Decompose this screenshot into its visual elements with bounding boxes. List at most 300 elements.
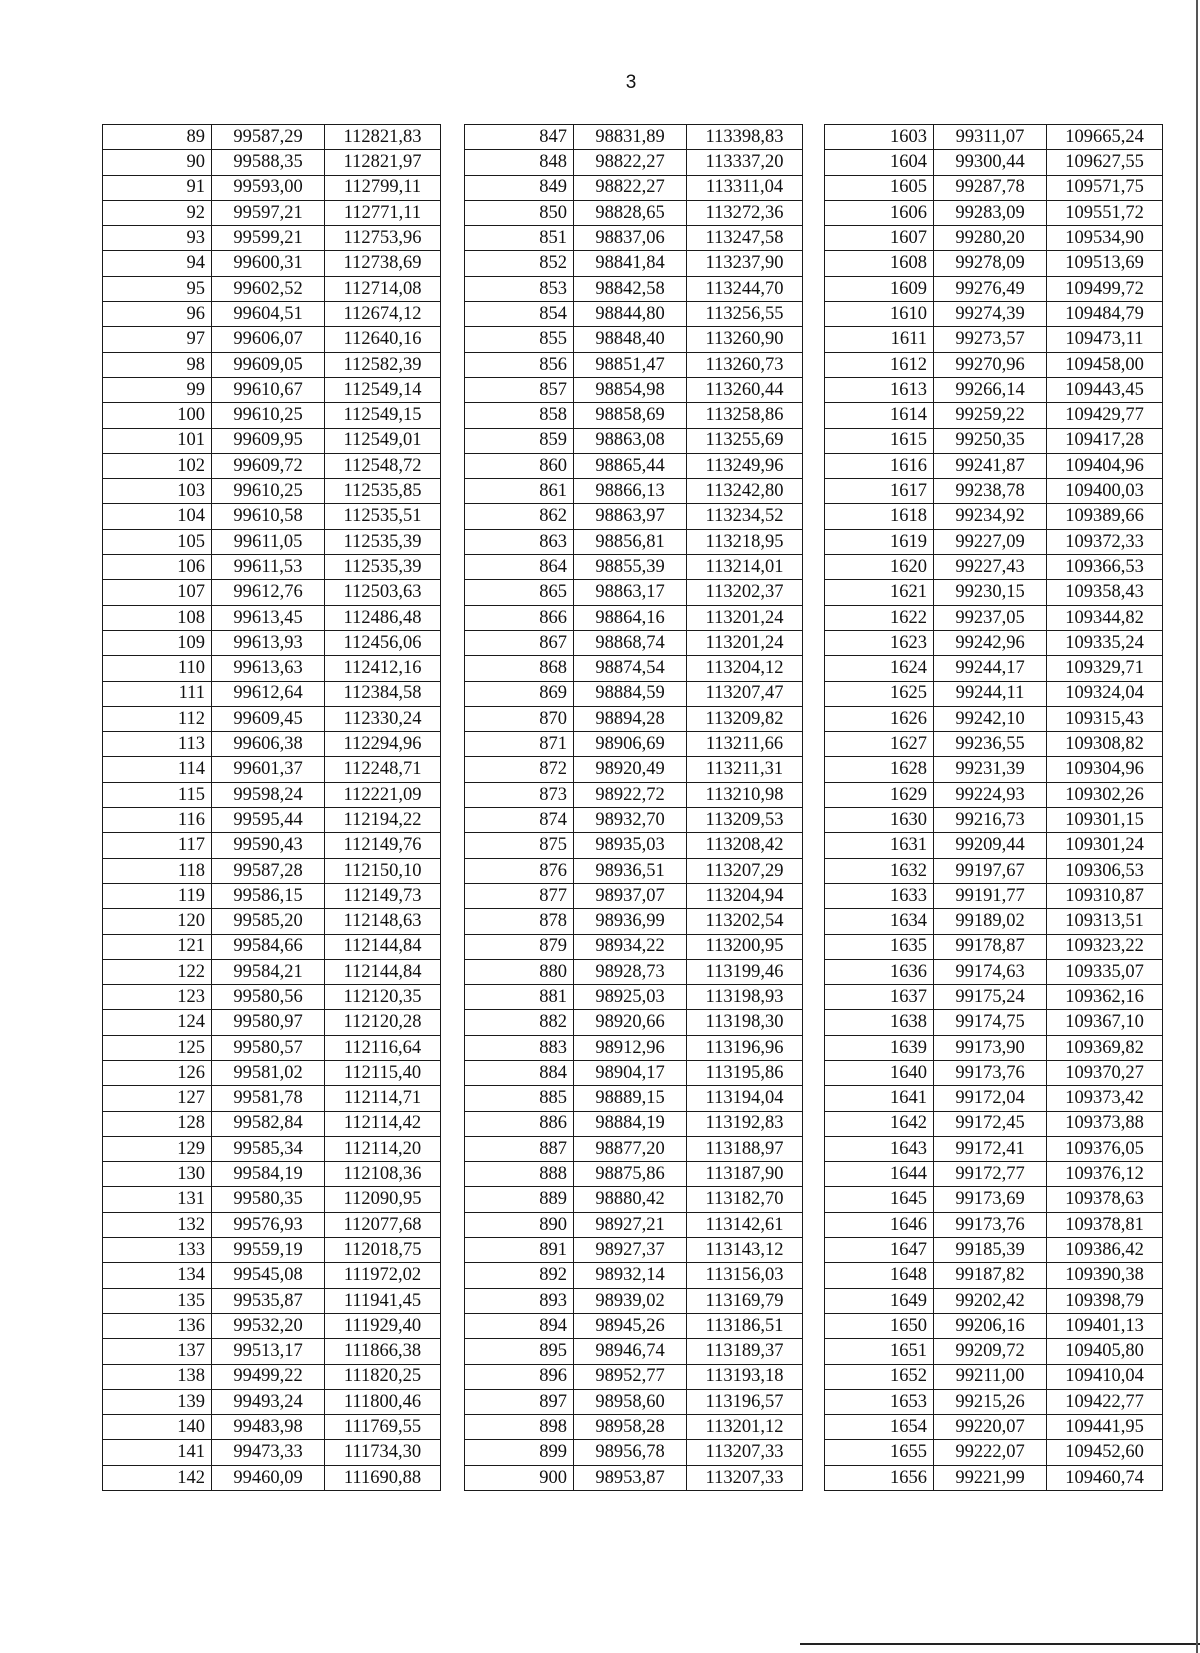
- y-coordinate-cell: 113211,66: [687, 732, 803, 757]
- point-number-cell: 97: [103, 327, 212, 352]
- y-coordinate-cell: 109366,53: [1047, 555, 1163, 580]
- table-row: [825, 1364, 1163, 1389]
- point-number-cell: 107: [103, 580, 212, 605]
- x-coordinate-cell: 99280,20: [934, 226, 1047, 251]
- y-coordinate-cell: 109429,77: [1047, 403, 1163, 428]
- table-row: [825, 630, 1163, 655]
- table-row: [103, 1465, 441, 1490]
- point-number-cell: 871: [465, 732, 574, 757]
- table-row: [103, 403, 441, 428]
- table-row: [825, 150, 1163, 175]
- y-coordinate-cell: 112108,36: [325, 1162, 441, 1187]
- table-row: [465, 1263, 803, 1288]
- x-coordinate-cell: 99202,42: [934, 1288, 1047, 1313]
- point-number-cell: 1606: [825, 200, 934, 225]
- table-row: [103, 959, 441, 984]
- table-row: [825, 706, 1163, 731]
- table-row: [825, 1238, 1163, 1263]
- x-coordinate-cell: 99610,25: [212, 479, 325, 504]
- y-coordinate-cell: 113196,96: [687, 1035, 803, 1060]
- x-coordinate-cell: 99600,31: [212, 251, 325, 276]
- x-coordinate-cell: 99191,77: [934, 883, 1047, 908]
- table-row: [825, 757, 1163, 782]
- x-coordinate-cell: 99586,15: [212, 883, 325, 908]
- y-coordinate-cell: 113260,90: [687, 327, 803, 352]
- y-coordinate-cell: 112582,39: [325, 352, 441, 377]
- table-row: [465, 1187, 803, 1212]
- y-coordinate-cell: 113398,83: [687, 125, 803, 150]
- table-row: [465, 125, 803, 150]
- table-row: [465, 909, 803, 934]
- y-coordinate-cell: 113196,57: [687, 1389, 803, 1414]
- table-row: [825, 833, 1163, 858]
- y-coordinate-cell: 112456,06: [325, 630, 441, 655]
- x-coordinate-cell: 99610,58: [212, 504, 325, 529]
- y-coordinate-cell: 112248,71: [325, 757, 441, 782]
- point-number-cell: 109: [103, 630, 212, 655]
- y-coordinate-cell: 112548,72: [325, 453, 441, 478]
- point-number-cell: 123: [103, 985, 212, 1010]
- y-coordinate-cell: 111929,40: [325, 1313, 441, 1338]
- y-coordinate-cell: 109301,24: [1047, 833, 1163, 858]
- x-coordinate-cell: 99513,17: [212, 1339, 325, 1364]
- table-row: [825, 125, 1163, 150]
- point-number-cell: 878: [465, 909, 574, 934]
- table-row: [103, 1212, 441, 1237]
- y-coordinate-cell: 112114,71: [325, 1086, 441, 1111]
- point-number-cell: 865: [465, 580, 574, 605]
- table-row: [465, 985, 803, 1010]
- x-coordinate-cell: 99300,44: [934, 150, 1047, 175]
- point-number-cell: 858: [465, 403, 574, 428]
- table-row: [465, 150, 803, 175]
- y-coordinate-cell: 109386,42: [1047, 1238, 1163, 1263]
- y-coordinate-cell: 109373,88: [1047, 1111, 1163, 1136]
- point-number-cell: 848: [465, 150, 574, 175]
- x-coordinate-cell: 99532,20: [212, 1313, 325, 1338]
- table-row: [825, 1313, 1163, 1338]
- table-row: [825, 656, 1163, 681]
- point-number-cell: 1622: [825, 605, 934, 630]
- point-number-cell: 1608: [825, 251, 934, 276]
- x-coordinate-cell: 98932,14: [574, 1263, 687, 1288]
- table-row: [103, 1415, 441, 1440]
- point-number-cell: 128: [103, 1111, 212, 1136]
- table-row: [465, 1060, 803, 1085]
- y-coordinate-cell: 112549,14: [325, 377, 441, 402]
- table-row: [465, 1035, 803, 1060]
- x-coordinate-cell: 98842,58: [574, 276, 687, 301]
- point-number-cell: 1618: [825, 504, 934, 529]
- x-coordinate-cell: 98884,59: [574, 681, 687, 706]
- table-row: [103, 605, 441, 630]
- table-row: [825, 1187, 1163, 1212]
- x-coordinate-cell: 98958,60: [574, 1389, 687, 1414]
- point-number-cell: 1624: [825, 656, 934, 681]
- y-coordinate-cell: 109534,90: [1047, 226, 1163, 251]
- point-number-cell: 863: [465, 529, 574, 554]
- table-row: [465, 352, 803, 377]
- point-number-cell: 1640: [825, 1060, 934, 1085]
- y-coordinate-cell: 113199,46: [687, 959, 803, 984]
- x-coordinate-cell: 98927,21: [574, 1212, 687, 1237]
- x-coordinate-cell: 98822,27: [574, 150, 687, 175]
- point-number-cell: 1639: [825, 1035, 934, 1060]
- y-coordinate-cell: 112115,40: [325, 1060, 441, 1085]
- point-number-cell: 1644: [825, 1162, 934, 1187]
- x-coordinate-cell: 98946,74: [574, 1339, 687, 1364]
- y-coordinate-cell: 113210,98: [687, 782, 803, 807]
- x-coordinate-cell: 99175,24: [934, 985, 1047, 1010]
- y-coordinate-cell: 112821,83: [325, 125, 441, 150]
- table-row: [103, 1136, 441, 1161]
- table-row: [465, 1238, 803, 1263]
- point-number-cell: 874: [465, 808, 574, 833]
- y-coordinate-cell: 113237,90: [687, 251, 803, 276]
- x-coordinate-cell: 99236,55: [934, 732, 1047, 757]
- table-row: [103, 1086, 441, 1111]
- table-row: [465, 302, 803, 327]
- y-coordinate-cell: 111941,45: [325, 1288, 441, 1313]
- x-coordinate-cell: 99187,82: [934, 1263, 1047, 1288]
- point-number-cell: 1642: [825, 1111, 934, 1136]
- x-coordinate-cell: 99598,24: [212, 782, 325, 807]
- y-coordinate-cell: 113247,58: [687, 226, 803, 251]
- table-row: [103, 1187, 441, 1212]
- point-number-cell: 126: [103, 1060, 212, 1085]
- point-number-cell: 138: [103, 1364, 212, 1389]
- table-row: [103, 1313, 441, 1338]
- table-row: [103, 175, 441, 200]
- y-coordinate-cell: 112738,69: [325, 251, 441, 276]
- point-number-cell: 124: [103, 1010, 212, 1035]
- x-coordinate-cell: 99585,20: [212, 909, 325, 934]
- point-number-cell: 857: [465, 377, 574, 402]
- table-row: [465, 175, 803, 200]
- table-row: [825, 808, 1163, 833]
- y-coordinate-cell: 109400,03: [1047, 479, 1163, 504]
- table-row: [825, 605, 1163, 630]
- table-row: [103, 1364, 441, 1389]
- table-row: [465, 630, 803, 655]
- table-row: [103, 529, 441, 554]
- table-row: [465, 251, 803, 276]
- x-coordinate-cell: 99173,90: [934, 1035, 1047, 1060]
- y-coordinate-cell: 112116,64: [325, 1035, 441, 1060]
- table-row: [825, 226, 1163, 251]
- x-coordinate-cell: 98937,07: [574, 883, 687, 908]
- x-coordinate-cell: 98894,28: [574, 706, 687, 731]
- x-coordinate-cell: 99602,52: [212, 276, 325, 301]
- point-number-cell: 1632: [825, 858, 934, 883]
- y-coordinate-cell: 112535,39: [325, 529, 441, 554]
- table-row: [465, 1465, 803, 1490]
- point-number-cell: 1609: [825, 276, 934, 301]
- point-number-cell: 850: [465, 200, 574, 225]
- point-number-cell: 90: [103, 150, 212, 175]
- point-number-cell: 93: [103, 226, 212, 251]
- table-row: [465, 1086, 803, 1111]
- y-coordinate-cell: 112330,24: [325, 706, 441, 731]
- y-coordinate-cell: 112148,63: [325, 909, 441, 934]
- x-coordinate-cell: 98904,17: [574, 1060, 687, 1085]
- point-number-cell: 880: [465, 959, 574, 984]
- y-coordinate-cell: 111972,02: [325, 1263, 441, 1288]
- y-coordinate-cell: 109398,79: [1047, 1288, 1163, 1313]
- table-row: [465, 1212, 803, 1237]
- y-coordinate-cell: 113198,30: [687, 1010, 803, 1035]
- x-coordinate-cell: 99174,63: [934, 959, 1047, 984]
- point-number-cell: 115: [103, 782, 212, 807]
- point-number-cell: 1619: [825, 529, 934, 554]
- x-coordinate-cell: 98934,22: [574, 934, 687, 959]
- x-coordinate-cell: 98920,66: [574, 1010, 687, 1035]
- table-row: [825, 1060, 1163, 1085]
- x-coordinate-cell: 99606,38: [212, 732, 325, 757]
- point-number-cell: 1629: [825, 782, 934, 807]
- x-coordinate-cell: 98912,96: [574, 1035, 687, 1060]
- x-coordinate-cell: 99580,35: [212, 1187, 325, 1212]
- table-row: [465, 403, 803, 428]
- x-coordinate-cell: 98920,49: [574, 757, 687, 782]
- y-coordinate-cell: 112821,97: [325, 150, 441, 175]
- point-number-cell: 867: [465, 630, 574, 655]
- coordinate-table-1: [102, 124, 441, 1491]
- point-number-cell: 897: [465, 1389, 574, 1414]
- x-coordinate-cell: 99227,09: [934, 529, 1047, 554]
- point-number-cell: 886: [465, 1111, 574, 1136]
- table-row: [825, 175, 1163, 200]
- table-row: [825, 555, 1163, 580]
- x-coordinate-cell: 99174,75: [934, 1010, 1047, 1035]
- x-coordinate-cell: 98828,65: [574, 200, 687, 225]
- x-coordinate-cell: 98875,86: [574, 1162, 687, 1187]
- x-coordinate-cell: 99230,15: [934, 580, 1047, 605]
- table-row: [103, 1238, 441, 1263]
- x-coordinate-cell: 99587,29: [212, 125, 325, 150]
- point-number-cell: 1653: [825, 1389, 934, 1414]
- point-number-cell: 1648: [825, 1263, 934, 1288]
- table-row: [465, 504, 803, 529]
- x-coordinate-cell: 99173,76: [934, 1212, 1047, 1237]
- x-coordinate-cell: 99609,45: [212, 706, 325, 731]
- point-number-cell: 868: [465, 656, 574, 681]
- y-coordinate-cell: 112194,22: [325, 808, 441, 833]
- y-coordinate-cell: 109362,16: [1047, 985, 1163, 1010]
- table-row: [825, 403, 1163, 428]
- y-coordinate-cell: 113204,12: [687, 656, 803, 681]
- y-coordinate-cell: 109344,82: [1047, 605, 1163, 630]
- point-number-cell: 140: [103, 1415, 212, 1440]
- point-number-cell: 111: [103, 681, 212, 706]
- point-number-cell: 98: [103, 352, 212, 377]
- x-coordinate-cell: 99599,21: [212, 226, 325, 251]
- y-coordinate-cell: 112120,28: [325, 1010, 441, 1035]
- x-coordinate-cell: 99311,07: [934, 125, 1047, 150]
- table-row: [103, 302, 441, 327]
- table-row: [825, 681, 1163, 706]
- point-number-cell: 112: [103, 706, 212, 731]
- table-row: [465, 808, 803, 833]
- x-coordinate-cell: 99172,41: [934, 1136, 1047, 1161]
- y-coordinate-cell: 113209,53: [687, 808, 803, 833]
- point-number-cell: 130: [103, 1162, 212, 1187]
- table-row: [103, 1060, 441, 1085]
- y-coordinate-cell: 113272,36: [687, 200, 803, 225]
- point-number-cell: 900: [465, 1465, 574, 1490]
- point-number-cell: 1655: [825, 1440, 934, 1465]
- y-coordinate-cell: 109329,71: [1047, 656, 1163, 681]
- table-row: [825, 1440, 1163, 1465]
- point-number-cell: 1613: [825, 377, 934, 402]
- point-number-cell: 1605: [825, 175, 934, 200]
- y-coordinate-cell: 113200,95: [687, 934, 803, 959]
- point-number-cell: 1641: [825, 1086, 934, 1111]
- table-row: [103, 934, 441, 959]
- y-coordinate-cell: 113337,20: [687, 150, 803, 175]
- x-coordinate-cell: 98945,26: [574, 1313, 687, 1338]
- y-coordinate-cell: 109313,51: [1047, 909, 1163, 934]
- point-number-cell: 132: [103, 1212, 212, 1237]
- x-coordinate-cell: 99266,14: [934, 377, 1047, 402]
- x-coordinate-cell: 98877,20: [574, 1136, 687, 1161]
- point-number-cell: 887: [465, 1136, 574, 1161]
- x-coordinate-cell: 99584,19: [212, 1162, 325, 1187]
- x-coordinate-cell: 99606,07: [212, 327, 325, 352]
- table-row: [103, 858, 441, 883]
- x-coordinate-cell: 99172,04: [934, 1086, 1047, 1111]
- x-coordinate-cell: 99483,98: [212, 1415, 325, 1440]
- point-number-cell: 1626: [825, 706, 934, 731]
- y-coordinate-cell: 113209,82: [687, 706, 803, 731]
- point-number-cell: 134: [103, 1263, 212, 1288]
- table-row: [825, 352, 1163, 377]
- x-coordinate-cell: 99595,44: [212, 808, 325, 833]
- point-number-cell: 106: [103, 555, 212, 580]
- x-coordinate-cell: 98958,28: [574, 1415, 687, 1440]
- x-coordinate-cell: 98841,84: [574, 251, 687, 276]
- y-coordinate-cell: 113198,93: [687, 985, 803, 1010]
- table-row: [103, 1035, 441, 1060]
- y-coordinate-cell: 112799,11: [325, 175, 441, 200]
- table-row: [103, 1389, 441, 1414]
- table-row: [103, 352, 441, 377]
- point-number-cell: 100: [103, 403, 212, 428]
- table-row: [103, 150, 441, 175]
- y-coordinate-cell: 112714,08: [325, 276, 441, 301]
- point-number-cell: 853: [465, 276, 574, 301]
- x-coordinate-cell: 99545,08: [212, 1263, 325, 1288]
- y-coordinate-cell: 113143,12: [687, 1238, 803, 1263]
- y-coordinate-cell: 109358,43: [1047, 580, 1163, 605]
- x-coordinate-cell: 99242,96: [934, 630, 1047, 655]
- point-number-cell: 133: [103, 1238, 212, 1263]
- y-coordinate-cell: 113311,04: [687, 175, 803, 200]
- table-row: [103, 1162, 441, 1187]
- x-coordinate-cell: 99610,25: [212, 403, 325, 428]
- x-coordinate-cell: 98855,39: [574, 555, 687, 580]
- x-coordinate-cell: 98936,51: [574, 858, 687, 883]
- point-number-cell: 1631: [825, 833, 934, 858]
- page-number: 3: [625, 72, 637, 93]
- table-row: [103, 883, 441, 908]
- y-coordinate-cell: 111820,25: [325, 1364, 441, 1389]
- point-number-cell: 1616: [825, 453, 934, 478]
- point-number-cell: 1617: [825, 479, 934, 504]
- point-number-cell: 116: [103, 808, 212, 833]
- coordinate-table-2: [464, 124, 803, 1491]
- point-number-cell: 110: [103, 656, 212, 681]
- x-coordinate-cell: 98856,81: [574, 529, 687, 554]
- point-number-cell: 1621: [825, 580, 934, 605]
- table-row: [103, 681, 441, 706]
- x-coordinate-cell: 99609,72: [212, 453, 325, 478]
- table-row: [465, 529, 803, 554]
- x-coordinate-cell: 98935,03: [574, 833, 687, 858]
- y-coordinate-cell: 109373,42: [1047, 1086, 1163, 1111]
- table-row: [825, 453, 1163, 478]
- table-row: [825, 1212, 1163, 1237]
- y-coordinate-cell: 113260,44: [687, 377, 803, 402]
- point-number-cell: 104: [103, 504, 212, 529]
- y-coordinate-cell: 109571,75: [1047, 175, 1163, 200]
- x-coordinate-cell: 98866,13: [574, 479, 687, 504]
- point-number-cell: 854: [465, 302, 574, 327]
- table-row: [103, 555, 441, 580]
- point-number-cell: 896: [465, 1364, 574, 1389]
- point-number-cell: 118: [103, 858, 212, 883]
- table-row: [465, 833, 803, 858]
- table-row: [103, 656, 441, 681]
- point-number-cell: 1646: [825, 1212, 934, 1237]
- table-row: [465, 1389, 803, 1414]
- x-coordinate-cell: 99609,05: [212, 352, 325, 377]
- y-coordinate-cell: 112503,63: [325, 580, 441, 605]
- y-coordinate-cell: 109458,00: [1047, 352, 1163, 377]
- table-row: [825, 580, 1163, 605]
- point-number-cell: 1603: [825, 125, 934, 150]
- point-number-cell: 131: [103, 1187, 212, 1212]
- x-coordinate-cell: 99274,39: [934, 302, 1047, 327]
- table-row: [103, 732, 441, 757]
- y-coordinate-cell: 109499,72: [1047, 276, 1163, 301]
- point-number-cell: 1652: [825, 1364, 934, 1389]
- y-coordinate-cell: 109443,45: [1047, 377, 1163, 402]
- y-coordinate-cell: 109410,04: [1047, 1364, 1163, 1389]
- point-number-cell: 1620: [825, 555, 934, 580]
- table-row: [103, 1440, 441, 1465]
- point-number-cell: 899: [465, 1440, 574, 1465]
- x-coordinate-cell: 99234,92: [934, 504, 1047, 529]
- point-number-cell: 119: [103, 883, 212, 908]
- y-coordinate-cell: 109627,55: [1047, 150, 1163, 175]
- table-row: [103, 479, 441, 504]
- x-coordinate-cell: 98956,78: [574, 1440, 687, 1465]
- point-number-cell: 139: [103, 1389, 212, 1414]
- y-coordinate-cell: 112149,76: [325, 833, 441, 858]
- table-row: [465, 858, 803, 883]
- y-coordinate-cell: 112144,84: [325, 959, 441, 984]
- y-coordinate-cell: 113207,29: [687, 858, 803, 883]
- point-number-cell: 877: [465, 883, 574, 908]
- table-row: [465, 580, 803, 605]
- x-coordinate-cell: 99197,67: [934, 858, 1047, 883]
- x-coordinate-cell: 98884,19: [574, 1111, 687, 1136]
- y-coordinate-cell: 113207,33: [687, 1465, 803, 1490]
- y-coordinate-cell: 113202,54: [687, 909, 803, 934]
- table-row: [103, 782, 441, 807]
- table-row: [465, 200, 803, 225]
